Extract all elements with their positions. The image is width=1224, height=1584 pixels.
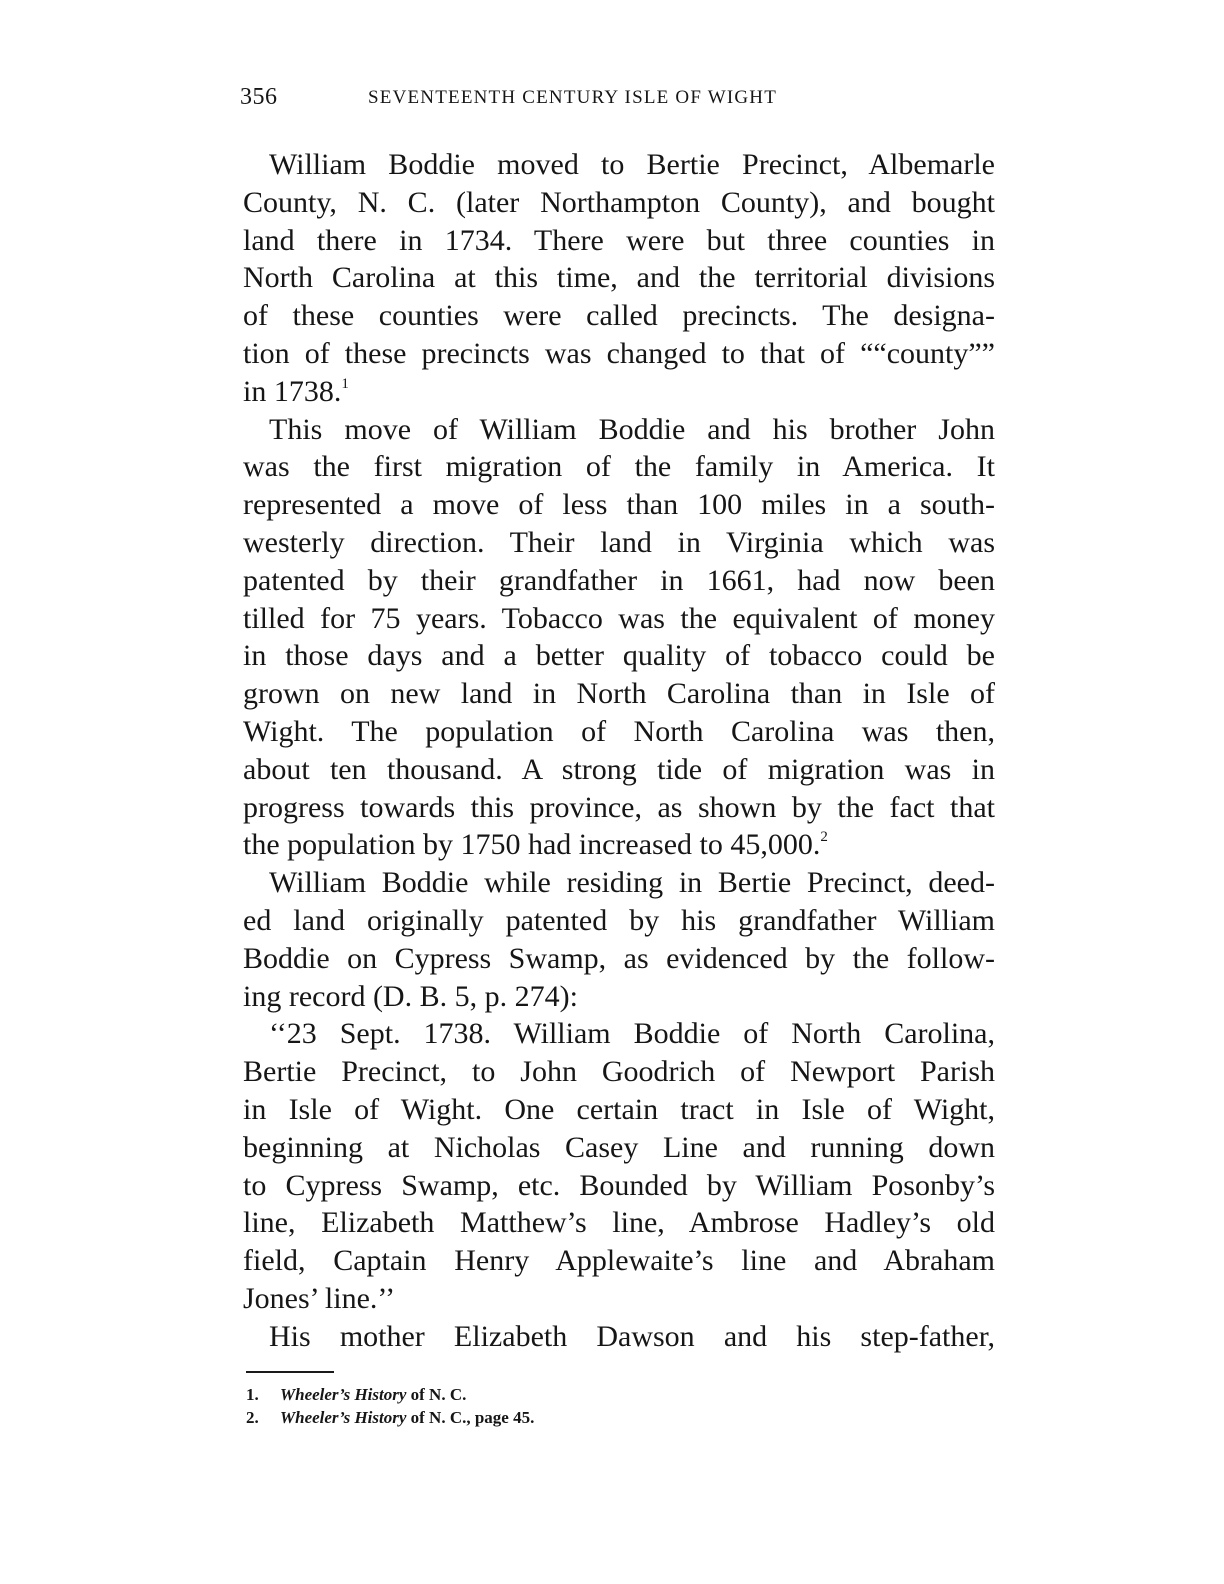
text-line: westerly direction. Their land in Virginia which was [243, 525, 995, 559]
text-line: William Boddie moved to Bertie Precinct, Albemarle [269, 148, 995, 181]
text-line: line, Elizabeth Matthew’s line, Ambrose Hadley’s old [243, 1206, 995, 1240]
text-line: Bertie Precinct, to John Goodrich of Newport Parish [243, 1055, 995, 1089]
text-line: progress towards this province, as shown by the fact that [243, 790, 995, 824]
paragraph-first-migration [243, 411, 995, 865]
footnote-ref: 2 [820, 829, 828, 846]
paragraph-mother-stepfather [243, 1318, 995, 1356]
footnote-text: of N. C. [406, 1385, 467, 1404]
footnote-divider [246, 1371, 334, 1373]
paragraph-deed-land [243, 864, 995, 1015]
body-text [243, 146, 995, 1356]
text-line: North Carolina at this time, and the territorial divisions [243, 261, 995, 295]
text-line: County, N. C. (later Northampton County), and bought [243, 185, 995, 219]
page-number: 356 [240, 84, 278, 110]
text-line: of these counties were called precincts. The designa- [243, 299, 995, 333]
text-line: about ten thousand. A strong tide of migration was in [243, 752, 995, 786]
text-line-with-footnote [243, 826, 995, 864]
footnote-number: 2. [246, 1408, 259, 1427]
text-line: tilled for 75 years. Tobacco was the equivalent of money [243, 601, 995, 635]
text-line: beginning at Nicholas Casey Line and running down [243, 1130, 995, 1164]
text-line: ing record (D. B. 5, p. 274): [243, 979, 578, 1013]
text-line: Wight. The population of North Carolina was then, [243, 714, 995, 748]
text-line-with-footnote [243, 373, 995, 411]
footnote-1 [246, 1383, 534, 1406]
text-line: in those days and a better quality of tobacco could be [243, 639, 995, 673]
text-line: in Isle of Wight. One certain tract in Isle of Wight, [243, 1092, 995, 1126]
paragraph-deed-record-quote [243, 1015, 995, 1317]
text-line: This move of William Boddie and his brother John [269, 412, 995, 446]
text-line: the population by 1750 had increased to 45,000. [243, 828, 821, 862]
text-line: ed land originally patented by his grandfather William [243, 903, 995, 937]
text-line: grown on new land in North Carolina than in Isle of [243, 677, 995, 711]
footnote-ref: 1 [341, 375, 349, 392]
text-line: patented by their grandfather in 1661, had now been [243, 563, 995, 597]
text-line: was the first migration of the family in America. It [243, 450, 995, 484]
text-line: land there in 1734. There were but three counties in [243, 223, 995, 257]
text-line: in 1738. [243, 374, 342, 408]
text-line: Boddie on Cypress Swamp, as evidenced by the follow- [243, 941, 995, 975]
page-header [240, 84, 1000, 118]
text-line: His mother Elizabeth Dawson and his step-father, [269, 1319, 995, 1353]
text-line: to Cypress Swamp, etc. Bounded by William Posonby’s [243, 1168, 995, 1202]
footnote-text: of N. C., page 45. [406, 1408, 535, 1427]
paragraph-migration-to-bertie [243, 146, 995, 411]
footnote-number: 1. [246, 1385, 259, 1404]
footnote-source-title: Wheeler’s History [280, 1408, 407, 1427]
footnotes [246, 1383, 534, 1429]
text-line: represented a move of less than 100 miles in a south- [243, 488, 995, 522]
text-line: ‘‘23 Sept. 1738. William Boddie of North Carolina, [269, 1017, 995, 1051]
text-line: tion of these precincts was changed to that of ““county”” [243, 336, 995, 370]
text-line: Jones’ line.’’ [243, 1281, 396, 1315]
text-line: field, Captain Henry Applewaite’s line and Abraham [243, 1244, 995, 1278]
running-title: SEVENTEENTH CENTURY ISLE OF WIGHT [368, 87, 778, 108]
text-line: William Boddie while residing in Bertie Precinct, deed- [269, 866, 995, 900]
footnote-2 [246, 1406, 534, 1429]
footnote-source-title: Wheeler’s History [280, 1385, 407, 1404]
